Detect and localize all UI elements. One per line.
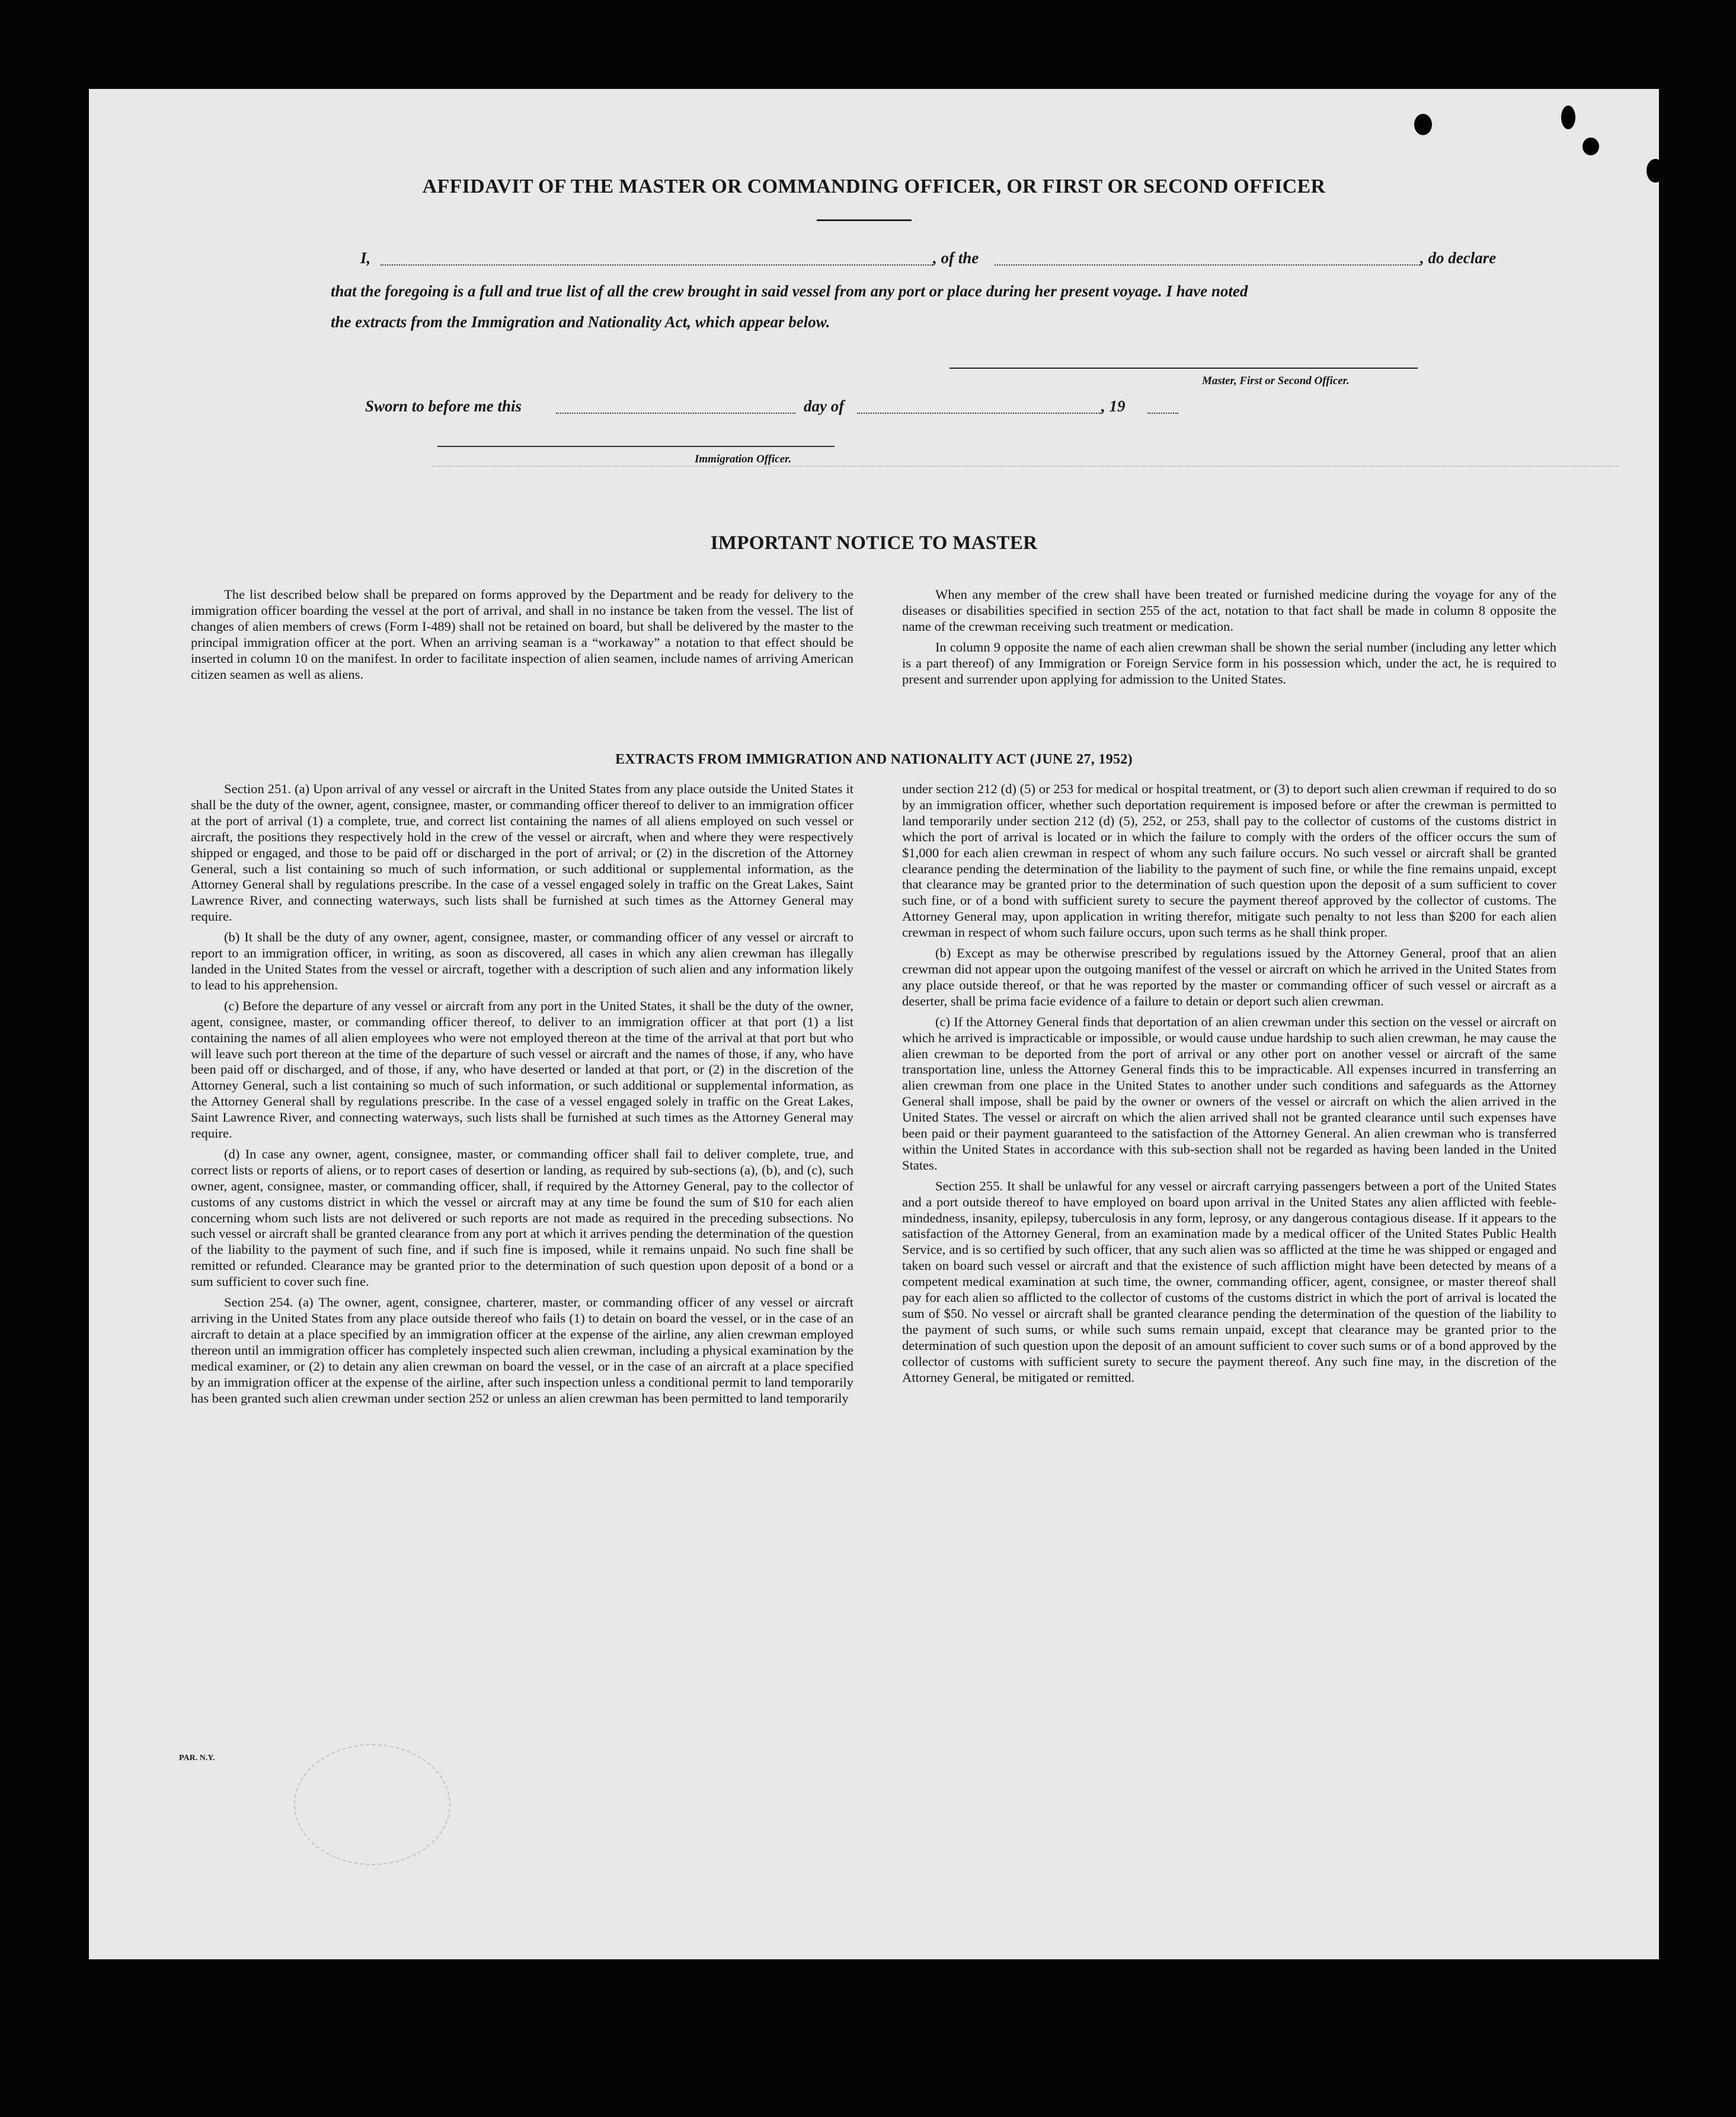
printer-imprint: PAR. N.Y.: [179, 1754, 215, 1762]
notice-title: IMPORTANT NOTICE TO MASTER: [710, 532, 1038, 554]
extracts-left-column: [191, 781, 853, 1411]
notice-right-paragraph-2: In column 9 opposite the name of each alien crewman shall be shown the serial number (including any letter which is a part thereof) of any Immigration or Foreign Service form in his possession which, under the act, he is required to present and surrender upon applying for admission to the United States.: [902, 639, 1556, 686]
extract-paragraph: Section 251. (a) Upon arrival of any vessel or aircraft in the United States from any place outside the United States it shall be the duty of the owner, agent, consignee, master, or commanding officer thereof to deliver to an immigration officer at the port of arrival (1) a complete, true, and correct list containing the names of all aliens employed on such vessel or aircraft, the positions they respectively hold in the crew of the vessel or aircraft, when and where they were respectively shipped or engaged, and those to be paid off or discharged in the port of arrival; or (2) in the discretion of the Attorney General, such a list containing so much of such information, or such additional or supplemental information, as the Attorney General shall by regulations prescribe. In the case of a vessel engaged solely in traffic on the Great Lakes, Saint Lawrence River, and connecting waterways, such lists shall be furnished at such times as the Attorney General may require.: [191, 781, 853, 924]
affidavit-title: AFFIDAVIT OF THE MASTER OR COMMANDING OFFICER, OR FIRST OR SECOND OFFICER: [422, 175, 1326, 197]
sworn-year-field[interactable]: [1147, 413, 1178, 414]
extract-paragraph: (b) It shall be the duty of any owner, agent, consignee, master, or commanding officer of any vessel or aircraft to report to an immigration officer, in writing, as soon as discovered, all cases in which any alien crewman has illegally landed in the United States from the vessel or aircraft, together with a description of such alien and any information likely to lead to his apprehension.: [191, 930, 853, 992]
extracts-title: EXTRACTS FROM IMMIGRATION AND NATIONALITY ACT (JUNE 27, 1952): [615, 752, 1133, 767]
year-label: , 19: [1101, 397, 1126, 415]
document-page: [89, 89, 1659, 1959]
title-rule: [817, 219, 912, 221]
day-of-label: day of: [804, 397, 845, 415]
master-signature-label: Master, First or Second Officer.: [1202, 375, 1350, 387]
notice-left-column: [191, 587, 853, 687]
sworn-label: Sworn to before me this: [365, 397, 522, 415]
punch-hole: [1561, 106, 1575, 129]
punch-hole: [1414, 114, 1432, 135]
punch-hole: [1582, 138, 1599, 155]
declarant-name-field[interactable]: [381, 264, 933, 266]
extract-paragraph: Section 254. (a) The owner, agent, consignee, charterer, master, or commanding officer of any vessel or aircraft arriving in the United States from any place outside thereof who fails (1) to detain on board the vessel, or in the case of an aircraft to detain at a place specified by an immigration officer at the expense of the airline, any alien crewman employed thereon until an immigration officer has completely inspected such alien crewman, including a physical examination by the medical examiner, or (2) to detain any alien crewman on board the vessel, or in the case of an aircraft at a place specified by an immigration officer at the expense of the airline, after such inspection unless a conditional permit to land temporarily has been granted such alien crewman under section 252 or unless an alien crewman has been permitted to land temporarily: [191, 1295, 853, 1406]
of-the-label: , of the: [933, 249, 979, 267]
extract-paragraph: under section 212 (d) (5) or 253 for medical or hospital treatment, or (3) to deport such alien crewman if required to do so by an immigration officer, whether such deportation requirement is imposed before or after the crewman is permitted to land temporarily under section 212 (d) (5), 252, or 253, shall pay to the collector of customs of the customs district in which the port of arrival is located or in which the failure to comply with the orders of the officer occurs the sum of $1,000 for each alien crewman in respect of whom any such failure occurs. No such vessel or aircraft shall be granted clearance pending the determination of the liability to the payment of such fine, or while the fine remains unpaid, except that clearance may be granted prior to the determination of such question upon the deposit of a sum sufficient to cover such fine, or of a bond with sufficient surety to secure the payment thereof approved by the collector of customs. The Attorney General may, upon application in writing therefor, mitigate such penalty to not less than $200 for each alien crewman in respect of whom such failure occurs, upon such terms as he shall think proper.: [902, 781, 1556, 940]
notice-left-paragraph: The list described below shall be prepared on forms approved by the Department and be ready for delivery to the immigration officer boarding the vessel at the port of arrival, and shall in no instance be taken from the vessel. The list of changes of alien members of crews (Form I-489) shall not be retained on board, but shall be delivered by the master to the principal immigration officer at the port. When an arriving seaman is a “workaway” a notation to that effect should be inserted in column 10 on the manifest. In order to facilitate inspection of alien seamen, include names of arriving American citizen seamen as well as aliens.: [191, 587, 853, 682]
do-declare-label: , do declare: [1420, 249, 1497, 267]
declaration-statement-1: that the foregoing is a full and true list of all the crew brought in said vessel from any port or place during her present voyage. I have noted: [331, 282, 1248, 300]
sworn-month-field[interactable]: [857, 413, 1101, 414]
extract-paragraph: (b) Except as may be otherwise prescribed by regulations issued by the Attorney General, proof that an alien crewman did not appear upon the outgoing manifest of the vessel or aircraft on which he arrived in the United States from any place outside thereof, or that he was reported by the master or commanding officer of such vessel or aircraft as a deserter, shall be prima facie evidence of a failure to detain or deport such alien crewman.: [902, 946, 1556, 1008]
declaration-statement-2: the extracts from the Immigration and Nationality Act, which appear below.: [331, 313, 830, 331]
immigration-officer-label: Immigration Officer.: [695, 453, 792, 465]
faint-stamp: [294, 1744, 450, 1865]
notice-right-paragraph-1: When any member of the crew shall have been treated or furnished medicine during the voyage for any of the diseases or disabilities specified in section 255 of the act, notation to that fact shall be made in column 8 opposite the name of the crewman receiving such treatment or medication.: [902, 587, 1556, 634]
extract-paragraph: (d) In case any owner, agent, consignee, master, or commanding officer shall fail to deliver complete, true, and correct lists or reports of aliens, or to report cases of desertion or landing, as required by sub-sections (a), (b), and (c), such owner, agent, consignee, master, or commanding officer, shall, if required by the Attorney General, pay to the collector of customs of any customs district in which the vessel or aircraft may at any time be found the sum of $10 for each alien concerning whom such lists are not delivered or such reports are not made as required in the preceding subsections. No such vessel or aircraft shall be granted clearance from any port at which it arrives pending the determination of the question of the liability to the payment of such fine, and if such fine is imposed, while it remains unpaid. No such fine shall be remitted or refunded. Clearance may be granted prior to the determination of such question upon deposit of a bond or a sum sufficient to cover such fine.: [191, 1146, 853, 1289]
master-signature-line[interactable]: [949, 368, 1418, 369]
declarant-prefix: I,: [360, 249, 371, 267]
extract-paragraph: (c) If the Attorney General finds that deportation of an alien crewman under this section on the vessel or aircraft on which he arrived is impracticable or impossible, or would cause undue hardship to such alien crewman, he may cause the alien crewman to be deported from the port of arrival or any other port on another vessel or aircraft of the same transportation line, unless the Attorney General finds this to be impracticable. All expenses incurred in transferring an alien crewman from one place in the United States to another under such conditions and safeguards as the Attorney General shall impose, shall be paid by the owner or owners of the vessel or aircraft on which the alien arrived in the United States. The vessel or aircraft on which the alien arrived shall not be granted clearance until such expenses have been paid or their payment guaranteed to the satisfaction of the Attorney General. An alien crewman who is transferred within the United States in accordance with this sub-section shall not be regarded as having been landed in the United States.: [902, 1014, 1556, 1173]
notice-right-column: [902, 587, 1556, 692]
extracts-right-column: [902, 781, 1556, 1391]
sworn-day-field[interactable]: [556, 413, 795, 414]
divider-rule: [433, 466, 1618, 467]
extract-paragraph: (c) Before the departure of any vessel or aircraft from any port in the United States, it shall be the duty of the owner, agent, consignee, master, or commanding officer thereof, to deliver to an immigration officer at that port (1) a list containing the names of all alien employees who were not employed thereon at the time of the arrival at that port but who will leave such port thereon at the time of the departure of such vessel or aircraft and the names of those, if any, who have been paid off or discharged, and of those, if any, who have deserted or landed at that port, or (2) in the discretion of the Attorney General, such a list containing so much of such information, or such additional or supplemental information, as the Attorney General shall by regulations prescribe. In the case of a vessel engaged solely in traffic on the Great Lakes, Saint Lawrence River, and connecting waterways, such lists shall be furnished at such times as the Attorney General may require.: [191, 998, 853, 1141]
vessel-name-field[interactable]: [995, 264, 1420, 266]
immigration-officer-signature-line[interactable]: [437, 446, 835, 447]
extract-paragraph: Section 255. It shall be unlawful for any vessel or aircraft carrying passengers between a port of the United States and a port outside thereof to have employed on board upon arrival in the United States any alien afflicted with feeble-mindedness, insanity, epilepsy, tuberculosis in any form, leprosy, or any dangerous contagious disease. If it appears to the satisfaction of the Attorney General, from an examination made by a medical officer of the United States Public Health Service, and is so certified by such officer, that any such alien was so afflicted at the time he was shipped or engaged and taken on board such vessel or aircraft and that the existence of such affliction might have been detected by means of a competent medical examination at such time, the owner, commanding officer, agent, consignee, or master thereof shall pay for each alien so afflicted to the collector of customs of the customs district in which the port of arrival is located the sum of $50. No vessel or aircraft shall be granted clearance pending the determination of the question of the liability to the payment of such sums, or while such sums remain unpaid, except that clearance may be granted prior to the determination of such question upon the deposit of an amount sufficient to cover such sums or of a bond approved by the collector of customs with sufficient surety to secure the payment thereof. Any such fine may, in the discretion of the Attorney General, be mitigated or remitted.: [902, 1178, 1556, 1385]
